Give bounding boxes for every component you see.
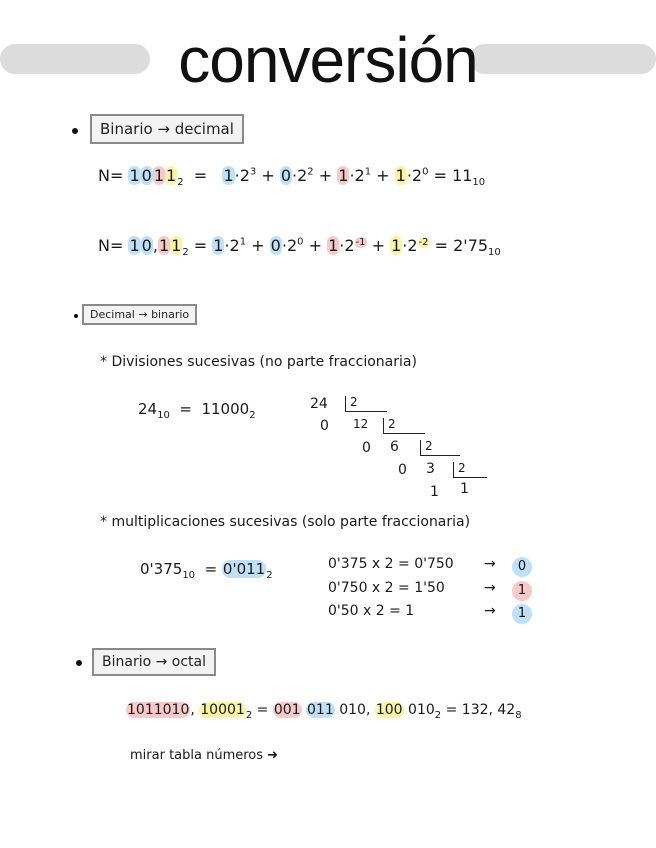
division-bracket xyxy=(383,418,384,434)
equation-decimal-binario: $24_{10} = 11000_2$ xyxy=(138,400,256,421)
subheading-multiplicaciones: * multiplicaciones sucesivas (solo parte fraccionaria) xyxy=(100,514,471,530)
division-remainder: 1 xyxy=(430,484,439,500)
division-quotient: 12 xyxy=(353,417,369,431)
division-bracket xyxy=(453,462,454,478)
equation-fraccion: $0'375_{10} = 0'011_2$ xyxy=(140,560,273,581)
section-label-binario-decimal: Binario → decimal xyxy=(90,114,244,144)
division-divisor: 2 xyxy=(458,461,466,475)
subheading-divisiones: * Divisiones sucesivas (no parte fraccionaria) xyxy=(100,354,417,370)
division-bracket xyxy=(383,433,425,434)
mult-row-2: 0'750 x 2 = 1'50 xyxy=(328,580,445,596)
division-bracket xyxy=(345,396,346,412)
mult-arrow-2: → xyxy=(484,580,496,596)
bullet xyxy=(72,128,78,134)
bullet xyxy=(76,660,82,666)
division-quotient: 3 xyxy=(426,461,435,477)
mult-arrow-1: → xyxy=(484,556,496,572)
mult-arrow-3: → xyxy=(484,603,496,619)
mult-row-3: 0'50 x 2 = 1 xyxy=(328,603,415,619)
section-label-decimal-binario: Decimal → binario xyxy=(82,304,197,325)
division-bracket xyxy=(420,455,460,456)
division-bracket xyxy=(453,477,487,478)
division-remainder: 0 xyxy=(398,462,407,478)
division-bracket xyxy=(345,411,387,412)
arrow-right-icon: ➜ xyxy=(267,748,279,763)
equation-binario-decimal-2: N= 1 0,1 $1_2 = 1\cdot 2^1 + 0\cdot 2^0 + 1\cdot 2^{-1} + 1\cdot 2^{-2} = 2'75_{10}$ xyxy=(98,236,501,259)
division-divisor: 2 xyxy=(350,395,358,409)
division-dividend: 24 xyxy=(310,396,328,412)
mult-digit-1: 0 xyxy=(512,557,532,577)
division-divisor: 2 xyxy=(425,439,433,453)
division-quotient: 6 xyxy=(390,439,399,455)
page-title: conversión xyxy=(178,24,478,96)
equation-binario-decimal-1: N= 1 0 1 $1_2 = 1\cdot 2^3 + 0\cdot 2^2 + 1\cdot 2^1 + 1\cdot 2^0 = 11_{10}$ xyxy=(98,166,486,189)
division-bracket xyxy=(420,440,421,456)
equation-binario-octal: 1011010, $10001_2 = 001$ 011 010, 100 $010_2 = 132$, $42_8$ xyxy=(127,702,522,721)
note-mirar-tabla: mirar tabla números ➜ xyxy=(130,748,279,763)
mult-digit-2: 1 xyxy=(512,581,532,601)
mult-row-1: 0'375 x 2 = 0'750 xyxy=(328,556,454,572)
bullet xyxy=(74,314,78,318)
division-remainder: 0 xyxy=(362,440,371,456)
division-remainder: 0 xyxy=(320,418,329,434)
section-label-binario-octal: Binario → octal xyxy=(92,648,216,676)
division-divisor: 2 xyxy=(388,417,396,431)
division-quotient: 1 xyxy=(460,481,469,497)
mult-digit-3: 1 xyxy=(512,604,532,624)
